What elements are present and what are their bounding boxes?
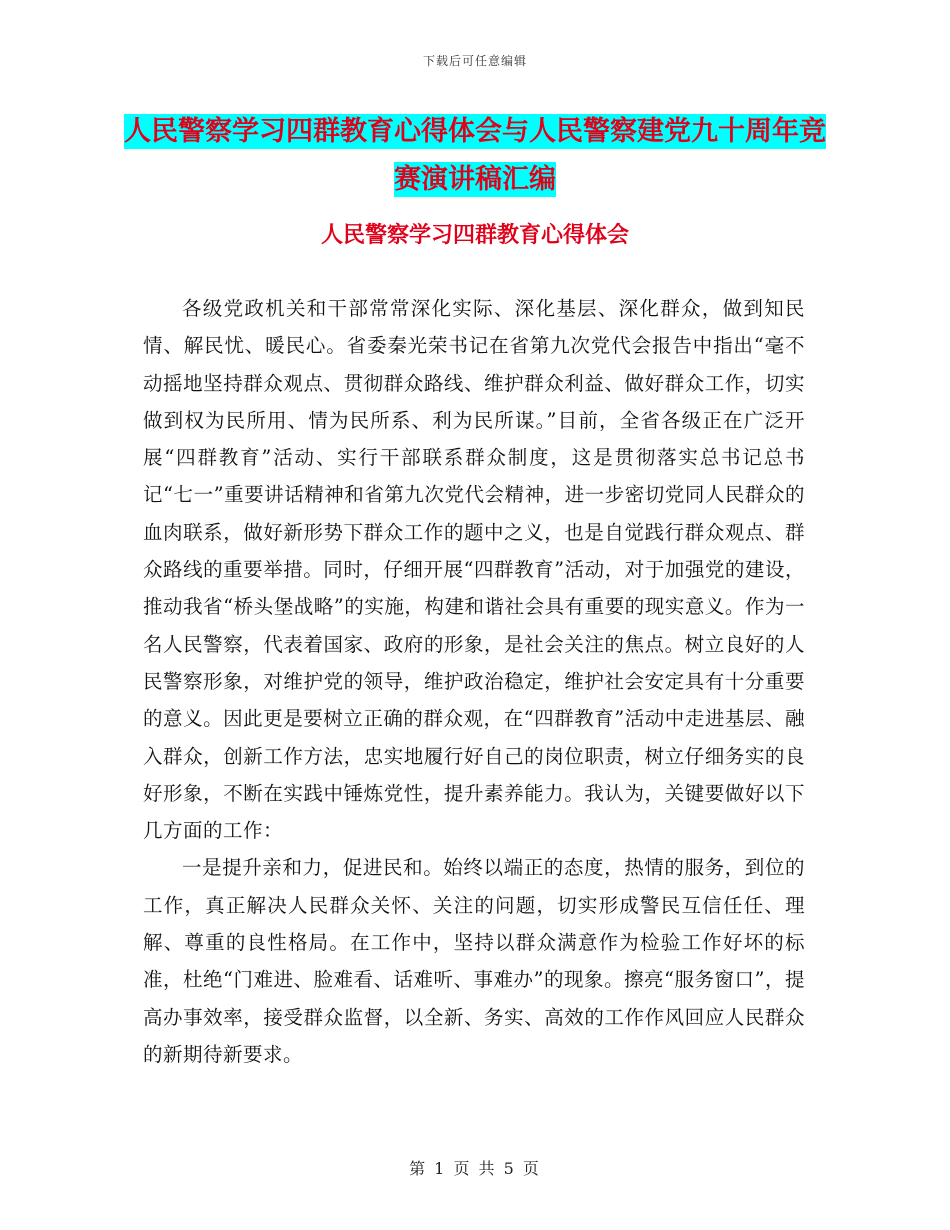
document-title: [120, 108, 830, 204]
paragraph: 各级党政机关和干部常常深化实际、深化基层、深化群众，做到知民情、解民忧、暖民心。省委秦光荣书记在省第九次党代会报告中指出“毫不动摇地坚持群众观点、贯彻群众路线、维护群众利益、做好群众工作，切实做到权为民所用、情为民所系、利为民所谋。”目前，全省各级正在广泛开展“四群教育”活动、实行干部联系群众制度，这是贯彻落实总书记总书记“七一”重要讲话精神和省第九次党代会精神，进一步密切党同人民群众的血肉联系，做好新形势下群众工作的题中之义，也是自觉践行群众观点、群众路线的重要举措。同时，仔细开展“四群教育”活动，对于加强党的建设，推动我省“桥头堡战略”的实施，构建和谐社会具有重要的现实意义。作为一名人民警察，代表着国家、政府的形象，是社会关注的焦点。树立良好的人民警察形象，对维护党的领导，维护政治稳定，维护社会安定具有十分重要的意义。因此更是要树立正确的群众观，在“四群教育”活动中走进基层、融入群众，创新工作方法，忠实地履行好自己的岗位职责，树立仔细务实的良好形象，不断在实践中锤炼党性，提升素养能力。我认为，关键要做好以下几方面的工作：: [143, 297, 805, 843]
header-note: 下载后可任意编辑: [422, 54, 527, 68]
paragraph: 一是提升亲和力，促进民和。始终以端正的态度，热情的服务，到位的工作，真正解决人民群众关怀、关注的问题，切实形成警民互信任任、理解、尊重的良性格局。在工作中，坚持以群众满意作为检验工作好坏的标准，杜绝“门难进、脸难看、话难听、事难办”的现象。擦亮“服务窗口”，提高办事效率，接受群众监督，以全新、务实、高效的工作作风回应人民群众的新期待新要求。: [143, 856, 805, 1066]
page-footer: 第 1 页 共 5 页: [409, 1159, 541, 1178]
section-title: 人民警察学习四群教育心得体会: [320, 223, 629, 248]
document-title-text: 人民警察学习四群教育心得体会与人民警察建党九十周年竞赛演讲稿汇编: [124, 116, 826, 195]
body-text: [143, 290, 805, 1073]
